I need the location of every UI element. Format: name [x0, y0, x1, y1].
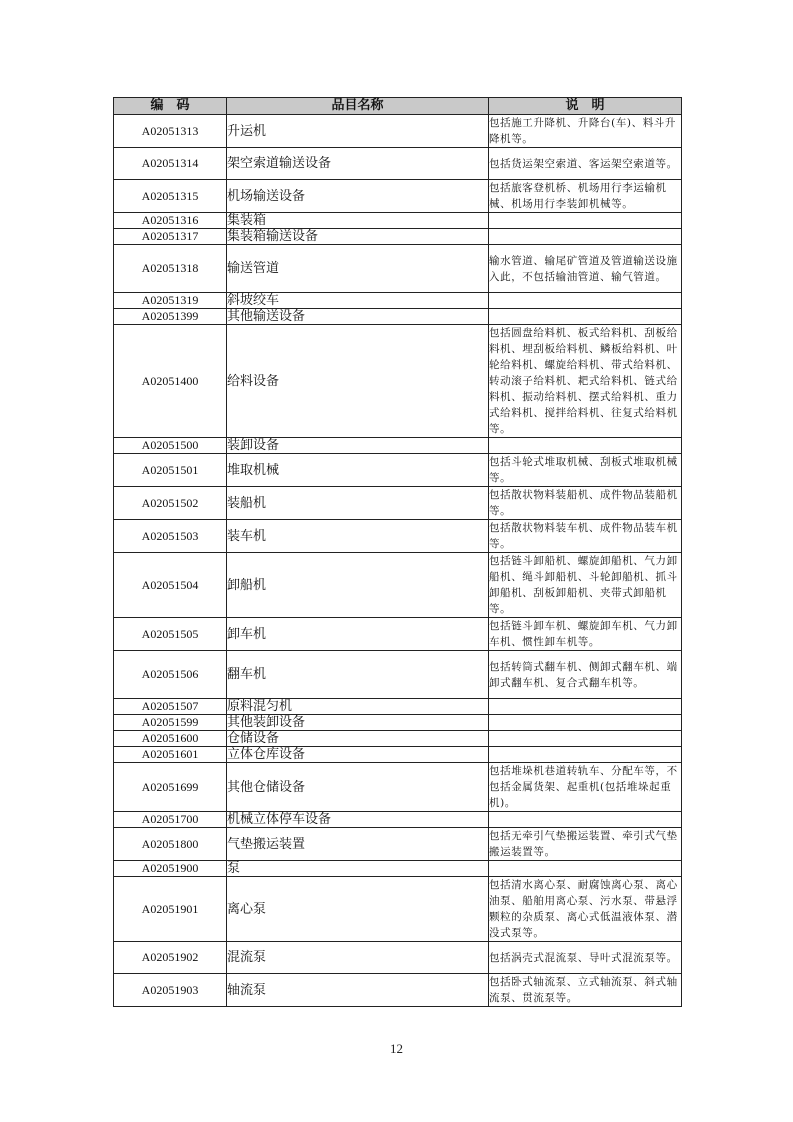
item-code: A02051502 — [114, 487, 227, 520]
item-description: 包括散状物料装船机、成件物品装船机等。 — [489, 487, 682, 520]
item-description: 包括斗轮式堆取机械、刮板式堆取机械等。 — [489, 454, 682, 487]
table-body — [114, 115, 682, 1007]
table-row — [114, 828, 682, 861]
item-code: A02051700 — [114, 812, 227, 828]
item-name: 卸车机 — [227, 618, 489, 651]
item-name: 堆取机械 — [227, 454, 489, 487]
table-row — [114, 454, 682, 487]
table-row — [114, 438, 682, 454]
item-code: A02051902 — [114, 942, 227, 974]
table-row — [114, 699, 682, 715]
item-description — [489, 293, 682, 309]
item-code: A02051901 — [114, 877, 227, 942]
item-name: 仓储设备 — [227, 731, 489, 747]
table-row — [114, 115, 682, 148]
item-description — [489, 861, 682, 877]
item-code: A02051699 — [114, 763, 227, 812]
item-name: 离心泵 — [227, 877, 489, 942]
item-code: A02051400 — [114, 325, 227, 438]
item-code: A02051504 — [114, 553, 227, 618]
item-name: 集装箱 — [227, 213, 489, 229]
item-code: A02051317 — [114, 229, 227, 245]
table-row — [114, 731, 682, 747]
item-code: A02051315 — [114, 180, 227, 213]
item-code: A02051313 — [114, 115, 227, 148]
table-row — [114, 293, 682, 309]
table-row — [114, 229, 682, 245]
item-code: A02051314 — [114, 148, 227, 180]
item-name: 集装箱输送设备 — [227, 229, 489, 245]
table-row — [114, 763, 682, 812]
item-name: 气垫搬运装置 — [227, 828, 489, 861]
item-code: A02051399 — [114, 309, 227, 325]
item-description: 包括施工升降机、升降台(车)、料斗升降机等。 — [489, 115, 682, 148]
table-row — [114, 245, 682, 293]
item-description: 包括圆盘给料机、板式给料机、刮板给料机、埋刮板给料机、鳞板给料机、叶轮给料机、螺旋给料机、带式给料机、转动滚子给料机、耙式给料机、链式给料机、振动给料机、摆式给料机、重力式给料机、搅拌给料机、往复式给料机等。 — [489, 325, 682, 438]
table-row — [114, 618, 682, 651]
item-name: 给料设备 — [227, 325, 489, 438]
item-description: 包括堆垛机巷道转轨车、分配车等，不包括金属货架、起重机(包括堆垛起重机)。 — [489, 763, 682, 812]
item-code: A02051318 — [114, 245, 227, 293]
item-name: 机械立体停车设备 — [227, 812, 489, 828]
item-name: 泵 — [227, 861, 489, 877]
item-description: 包括清水离心泵、耐腐蚀离心泵、离心油泵、船舶用离心泵、污水泵、带悬浮颗粒的杂质泵、离心式低温液体泵、潜没式泵等。 — [489, 877, 682, 942]
table-row — [114, 520, 682, 553]
table-row — [114, 861, 682, 877]
item-description — [489, 699, 682, 715]
table-row — [114, 180, 682, 213]
item-description: 包括无牵引气垫搬运装置、牵引式气垫搬运装置等。 — [489, 828, 682, 861]
item-description — [489, 309, 682, 325]
table-row — [114, 942, 682, 974]
table-row — [114, 213, 682, 229]
item-name: 立体仓库设备 — [227, 747, 489, 763]
item-description: 包括链斗卸车机、螺旋卸车机、气力卸车机、惯性卸车机等。 — [489, 618, 682, 651]
item-description: 包括涡壳式混流泵、导叶式混流泵等。 — [489, 942, 682, 974]
item-code: A02051800 — [114, 828, 227, 861]
item-name: 原料混匀机 — [227, 699, 489, 715]
table-row — [114, 148, 682, 180]
item-description — [489, 213, 682, 229]
table-row — [114, 715, 682, 731]
item-description: 包括转筒式翻车机、侧卸式翻车机、端卸式翻车机、复合式翻车机等。 — [489, 651, 682, 699]
item-code: A02051507 — [114, 699, 227, 715]
page-number: 12 — [390, 1041, 403, 1056]
item-name: 装船机 — [227, 487, 489, 520]
item-name: 其他装卸设备 — [227, 715, 489, 731]
item-code: A02051506 — [114, 651, 227, 699]
item-description: 输水管道、输尾矿管道及管道输送设施入此，不包括输油管道、输气管道。 — [489, 245, 682, 293]
item-code: A02051505 — [114, 618, 227, 651]
item-name: 卸船机 — [227, 553, 489, 618]
item-description: 包括散状物料装车机、成件物品装车机等。 — [489, 520, 682, 553]
item-code: A02051316 — [114, 213, 227, 229]
table-row — [114, 325, 682, 438]
item-description: 包括卧式轴流泵、立式轴流泵、斜式轴流泵、贯流泵等。 — [489, 974, 682, 1007]
header-description: 说 明 — [489, 98, 682, 115]
item-name: 装卸设备 — [227, 438, 489, 454]
item-description: 包括货运架空索道、客运架空索道等。 — [489, 148, 682, 180]
item-code: A02051503 — [114, 520, 227, 553]
table-row — [114, 877, 682, 942]
item-code: A02051500 — [114, 438, 227, 454]
item-name: 翻车机 — [227, 651, 489, 699]
item-name: 其他输送设备 — [227, 309, 489, 325]
item-description: 包括链斗卸船机、螺旋卸船机、气力卸船机、绳斗卸船机、斗轮卸船机、抓斗卸船机、刮板卸船机、夹带式卸船机等。 — [489, 553, 682, 618]
item-name: 其他仓储设备 — [227, 763, 489, 812]
catalog-table — [113, 97, 682, 1007]
item-name: 输送管道 — [227, 245, 489, 293]
item-description: 包括旅客登机桥、机场用行李运输机械、机场用行李装卸机械等。 — [489, 180, 682, 213]
item-description — [489, 812, 682, 828]
table-row — [114, 812, 682, 828]
item-code: A02051319 — [114, 293, 227, 309]
item-name: 装车机 — [227, 520, 489, 553]
item-description — [489, 438, 682, 454]
item-code: A02051900 — [114, 861, 227, 877]
table-header-row — [114, 98, 682, 115]
item-description — [489, 715, 682, 731]
header-code: 编 码 — [114, 98, 227, 115]
item-description — [489, 229, 682, 245]
table-row — [114, 309, 682, 325]
item-code: A02051903 — [114, 974, 227, 1007]
table-row — [114, 553, 682, 618]
item-description — [489, 747, 682, 763]
item-name: 轴流泵 — [227, 974, 489, 1007]
item-name: 混流泵 — [227, 942, 489, 974]
table-row — [114, 974, 682, 1007]
item-code: A02051600 — [114, 731, 227, 747]
item-name: 架空索道输送设备 — [227, 148, 489, 180]
item-description — [489, 731, 682, 747]
table-row — [114, 747, 682, 763]
header-item-name: 品目名称 — [227, 98, 489, 115]
item-code: A02051501 — [114, 454, 227, 487]
item-code: A02051599 — [114, 715, 227, 731]
item-code: A02051601 — [114, 747, 227, 763]
item-name: 机场输送设备 — [227, 180, 489, 213]
table-row — [114, 487, 682, 520]
item-name: 升运机 — [227, 115, 489, 148]
table-row — [114, 651, 682, 699]
item-name: 斜坡绞车 — [227, 293, 489, 309]
